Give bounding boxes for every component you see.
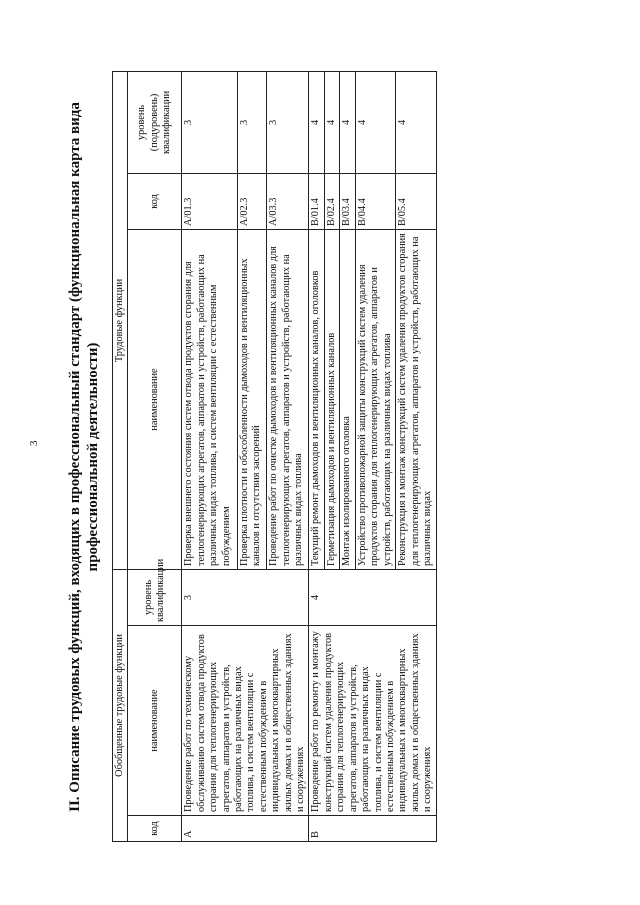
group-code: A (182, 816, 309, 842)
functional-map-table (112, 71, 437, 842)
function-level: 4 (355, 71, 395, 173)
function-level: 3 (182, 71, 237, 173)
group-level: 4 (309, 569, 436, 625)
function-name: Проверка внешнего состояния систем отвода продуктов сгорания для теплогенерирующих агрегатов, аппаратов и устройств, работающих на различных видах топлива, и систем вентиляции с естественным побуждением (182, 229, 237, 569)
col-header-t-level: уровень (подуровень) квалификации (128, 71, 182, 173)
function-name: Проверка плотности и обособленности дымоходов и вентиляционных каналов и отсутствия засорений (237, 229, 266, 569)
col-header-t-code: код (128, 173, 182, 229)
col-header-g-level: уровень квалификации (128, 569, 182, 625)
heading-line-2: профессиональной деятельности) (85, 342, 101, 572)
generalized-functions-header: Обобщенные трудовые функции (113, 569, 128, 841)
group-header-row (113, 71, 128, 841)
function-code: B/04.4 (355, 173, 395, 229)
function-level: 4 (340, 71, 355, 173)
group-code: B (309, 816, 436, 842)
function-code: B/03.4 (340, 173, 355, 229)
function-code: B/01.4 (309, 173, 324, 229)
section-heading (66, 72, 102, 842)
function-name: Монтаж изолированного оголовка (340, 229, 355, 569)
column-header-row (128, 71, 182, 841)
heading-line-1: II. Описание трудовых функций, входящих в профессиональный стандарт (функциональная карта вида (67, 102, 83, 812)
function-level: 4 (324, 71, 339, 173)
group-name: Проведение работ по техническому обслуживанию систем отвода продуктов сгорания для теплогенерирующих агрегатов, аппаратов и устройств, работающих на различных видах топлива, и систем вентиляции с естественным побуждением в индивидуальных и многоквартирных жилых домах и в общественных зданиях и сооружениях (182, 626, 309, 816)
function-code: A/03.3 (267, 173, 309, 229)
function-name: Герметизация дымоходов и вентиляционных каналов (324, 229, 339, 569)
function-name: Устройство противопожарной защиты конструкций систем удаления продуктов сгорания для теплогенерирующих агрегатов, аппаратов и устройств, работающих на различных видах топлива (355, 229, 395, 569)
page-number: 3 (28, 440, 40, 446)
function-code: A/01.3 (182, 173, 237, 229)
col-header-g-code: код (128, 816, 182, 842)
group-level: 3 (182, 569, 309, 625)
function-code: A/02.3 (237, 173, 266, 229)
col-header-g-name: наименование (128, 626, 182, 816)
function-level: 4 (396, 71, 436, 173)
function-name: Реконструкция и монтаж конструкций систем удаления продуктов сгорания для теплогенерирующих агрегатов, аппаратов и устройств, работающих на различных видах (396, 229, 436, 569)
function-level: 4 (309, 71, 324, 173)
function-code: B/05.4 (396, 173, 436, 229)
col-header-t-name: наименование (128, 229, 182, 569)
function-level: 3 (237, 71, 266, 173)
function-level: 3 (267, 71, 309, 173)
function-name: Проведение работ по очистке дымоходов и вентиляционных каналов для теплогенерирующих агрегатов, аппаратов и устройств, работающих на различных видах топлива (267, 229, 309, 569)
functional-map-sheet (112, 72, 582, 842)
group-name: Проведение работ по ремонту и монтажу конструкций систем удаления продуктов сгорания для теплогенерирующих агрегатов, аппаратов и устройств, работающих на различных видах топлива, и систем вентиляции с естественным побуждением в индивидуальных и многоквартирных жилых домах и в общественных зданиях и сооружениях (309, 626, 436, 816)
labor-functions-header: Трудовые функции (113, 71, 128, 569)
table-row (182, 71, 237, 841)
function-code: B/02.4 (324, 173, 339, 229)
function-name: Текущий ремонт дымоходов и вентиляционных каналов, оголовков (309, 229, 324, 569)
table-row (309, 71, 324, 841)
